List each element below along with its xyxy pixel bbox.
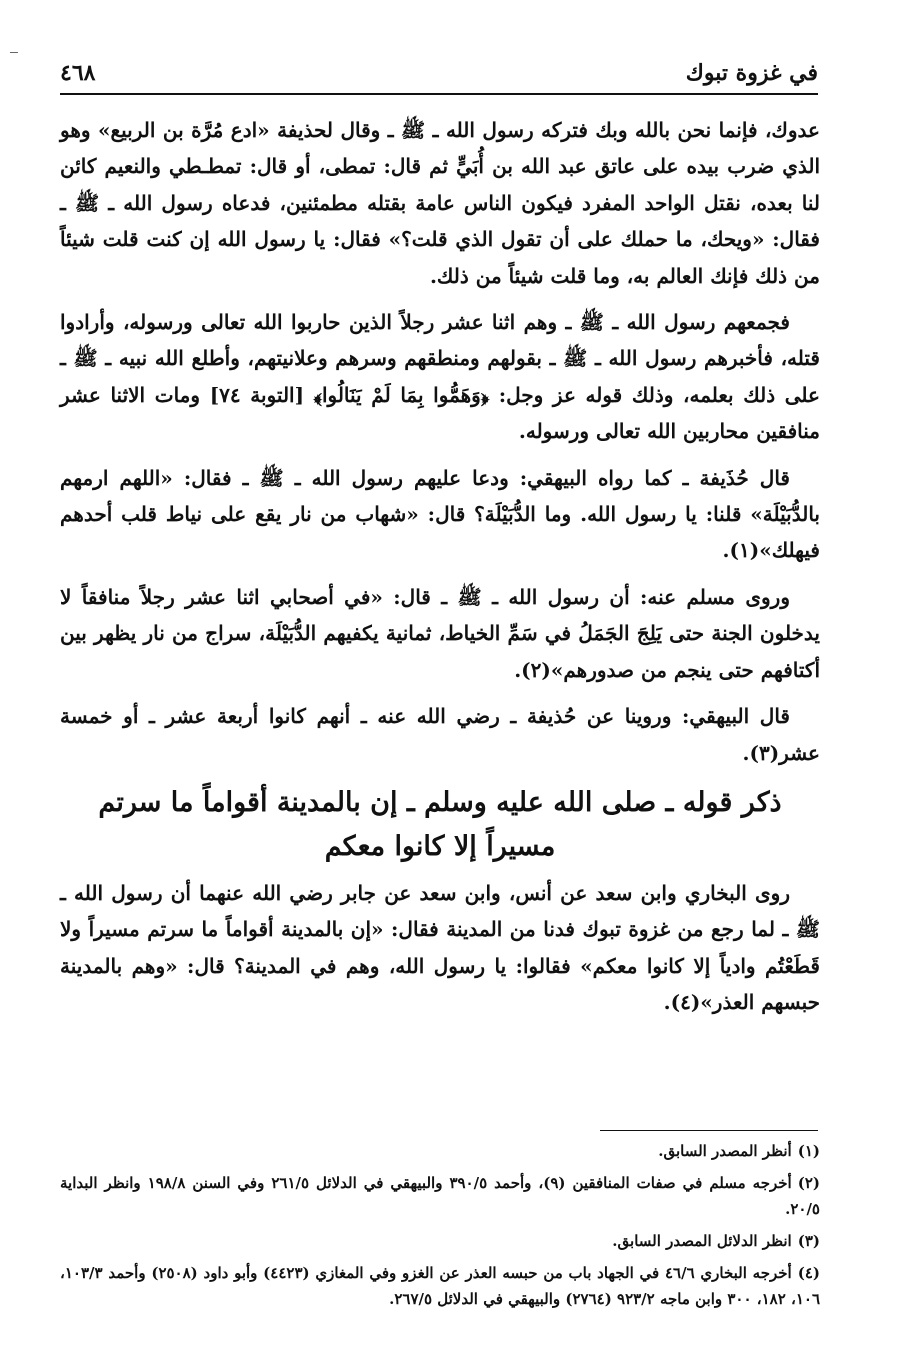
footnote xyxy=(60,1170,820,1222)
paragraph: فجمعهم رسول الله ـ ﷺ ـ وهم اثنا عشر رجلاً الذين حاربوا الله تعالى ورسوله، وأرادوا قتله، فأخبرهم رسول الله ـ ﷺ ـ بقولهم ومنطقهم وسرهم وعلانيتهم، وأطلع الله نبيه ـ ﷺ ـ على ذلك بعلمه، وذلك قوله عز وجل: ﴿وَهَمُّوا بِمَا لَمْ يَنَالُوا﴾ [التوبة ٧٤] ومات الاثنا عشر منافقين محاربين الله تعالى ورسوله. xyxy=(60,310,820,444)
page-number: ٤٦٨ xyxy=(60,60,96,86)
paragraph: قال حُذَيفة ـ كما رواه البيهقي: ودعا عليهم رسول الله ـ ﷺ ـ فقال: «اللهم ارمهم بالدُّبَيْلَة» قلنا: يا رسول الله. وما الدُّبَيْلَة؟ قال: «شهاب من نار يقع على نياط قلب أحدهم فيهلك»(١). xyxy=(60,465,820,563)
footnote-text: انظر الدلائل المصدر السابق. xyxy=(612,1232,792,1250)
paragraph: قال البيهقي: وروينا عن حُذيفة ـ رضي الله عنه ـ أنهم كانوا أربعة عشر ـ أو خمسة عشر(٣). xyxy=(60,704,820,765)
footnotes xyxy=(60,1138,820,1318)
footnote xyxy=(60,1138,820,1164)
paragraph: عدوك، فإنما نحن بالله وبك فتركه رسول الله ـ ﷺ ـ وقال لحذيفة «ادع مُرَّة بن الربيع» وهو الذي ضرب بيده على عاتق عبد الله بن أُبَيٍّ ثم قال: تمطى، أو قال: تمطـطي والنعيم كائن لنا بعده، نقتل الواحد المفرد فيكون الناس عامة بقتله مطمئنين، فدعاه رسول الله ـ ﷺ ـ فقال: «ويحك، ما حملك على أن تقول الذي قلت؟» فقال: يا رسول الله إن كنت قلت شيئاً من ذلك فإنك العالم به، وما قلت شيئاً من ذلك. xyxy=(60,118,820,288)
footnote-number: (٢) xyxy=(797,1174,820,1192)
paragraph: وروى مسلم عنه: أن رسول الله ـ ﷺ ـ قال: «في أصحابي اثنا عشر رجلاً منافقاً لا يدخلون الجنة حتى يَلِجَ الجَمَلُ في سَمِّ الخياط، ثمانية يكفيهم الدُّبَيْلَة، سراج من نار يظهر بين أكتافهم حتى ينجم من صدورهم»(٢). xyxy=(60,584,820,682)
footnote xyxy=(60,1260,820,1312)
footnote-number: (٤) xyxy=(797,1264,820,1282)
running-header xyxy=(60,48,818,92)
section-heading: ذكر قوله ـ صلى الله عليه وسلم ـ إن بالمدينة أقواماً ما سرتم مسيراً إلا كانوا معكم xyxy=(98,786,782,862)
header-rule xyxy=(60,93,818,95)
footnote xyxy=(60,1228,820,1254)
footnote-rule xyxy=(600,1130,818,1131)
running-title: في غزوة تبوك xyxy=(685,60,818,86)
margin-mark xyxy=(10,52,18,53)
footnote-text: أخرجه مسلم في صفات المنافقين (٩)، وأحمد ٣٩٠/٥ والبيهقي في الدلائل ٢٦١/٥ وفي السنن ١٩٨/٨ وانظر البداية ٢٠/٥. xyxy=(60,1174,820,1218)
paragraph: روى البخاري وابن سعد عن أنس، وابن سعد عن جابر رضي الله عنهما أن رسول الله ـ ﷺ ـ لما رجع من غزوة تبوك فدنا من المدينة فقال: «إن بالمدينة أقواماً ما سرتم مسيراً ولا قَطَعْتُم وادياً إلا كانوا معكم» فقالوا: يا رسول الله، وهم في المدينة؟ قال: «وهم بالمدينة حبسهم العذر»(٤). xyxy=(60,880,820,1015)
main-text xyxy=(60,112,820,1031)
footnote-number: (٣) xyxy=(797,1232,820,1250)
footnote-number: (١) xyxy=(797,1142,820,1160)
footnote-text: أنظر المصدر السابق. xyxy=(658,1142,792,1160)
footnote-text: أخرجه البخاري ٤٦/٦ في الجهاد باب من حبسه العذر عن الغزو وفي المغازي (٤٤٢٣) وأبو داود (٢٥٠٨) وأحمد ١٠٣/٣، ١٠٦، ١٨٢، ٣٠٠ وابن ماجه ٩٢٣/٢ (٢٧٦٤) والبيهقي في الدلائل ٢٦٧/٥. xyxy=(60,1264,820,1308)
